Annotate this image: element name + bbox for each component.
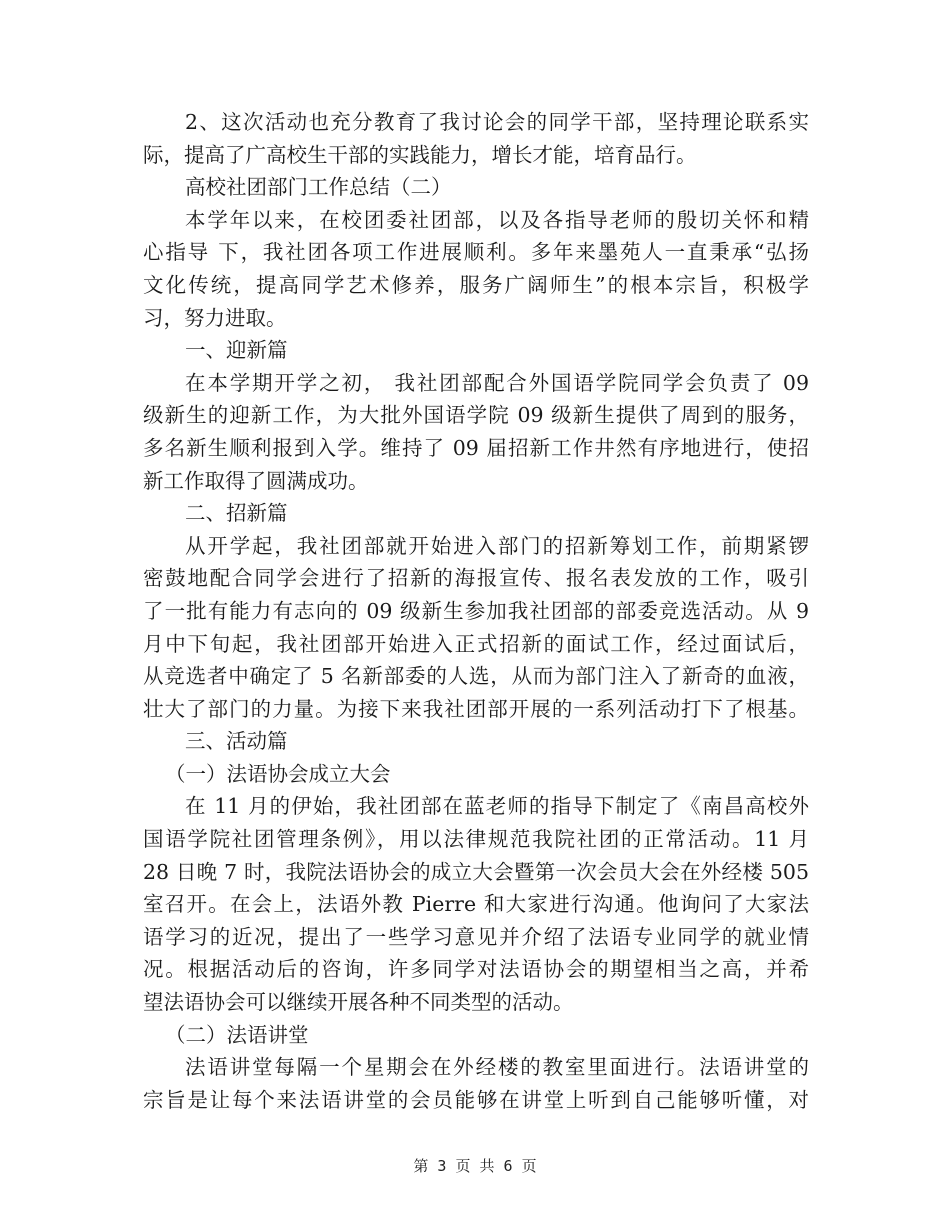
text-line: （一）法语协会成立大会	[165, 761, 391, 786]
text-line: 从竞选者中确定了 5 名新部委的人选，从而为部门注入了新奇的血液，	[143, 664, 809, 689]
text-line: 语学习的近况，提出了一些学习意见并介绍了法语专业同学的就业情	[143, 924, 809, 949]
text-line: 文化传统，提高同学艺术修养，服务广阔师生”的根本宗旨，积极学	[143, 272, 809, 297]
text-line: 从开学起，我社团部就开始进入部门的招新筹划工作，前期紧锣	[185, 533, 809, 558]
text-line: 三、活动篇	[185, 729, 288, 754]
text-line: 壮大了部门的力量。为接下来我社团部开展的一系列活动打下了根基。	[143, 696, 809, 721]
text-line: 28 日晚 7 时，我院法语协会的成立大会暨第一次会员大会在外经楼 505	[143, 859, 809, 884]
text-line: （二）法语讲堂	[165, 1022, 309, 1047]
text-line: 二、招新篇	[185, 501, 288, 526]
text-line: 在本学期开学之初， 我社团部配合外国语学院同学会负责了 09	[185, 370, 809, 395]
text-line: 本学年以来，在校团委社团部，以及各指导老师的殷切关怀和精	[185, 207, 809, 232]
text-line: 室召开。在会上，法语外教 Pierre 和大家进行沟通。他询问了大家法	[143, 892, 809, 917]
text-line: 高校社团部门工作总结（二）	[185, 175, 452, 200]
text-line: 月中下旬起，我社团部开始进入正式招新的面试工作，经过面试后，	[143, 631, 809, 656]
text-line: 际，提高了广高校生干部的实践能力，增长才能，培育品行。	[143, 142, 697, 167]
text-line: 多名新生顺利报到入学。维持了 09 届招新工作井然有序地进行，使招	[143, 435, 809, 460]
text-line: 望法语协会可以继续开展各种不同类型的活动。	[143, 990, 574, 1015]
text-line: 2、这次活动也充分教育了我讨论会的同学干部，坚持理论联系实	[185, 110, 809, 134]
text-line: 级新生的迎新工作，为大批外国语学院 09 级新生提供了周到的服务，	[143, 403, 809, 428]
text-line: 况。根据活动后的咨询，许多同学对法语协会的期望相当之高，并希	[143, 957, 809, 982]
page-footer: 第 3 页 共 6 页	[413, 1157, 537, 1175]
text-line: 法语讲堂每隔一个星期会在外经楼的教室里面进行。法语讲堂的	[185, 1055, 809, 1080]
text-line: 了一批有能力有志向的 09 级新生参加我社团部的部委竞选活动。从 9	[143, 598, 809, 623]
text-line: 心指导 下，我社团各项工作进展顺利。多年来墨苑人一直秉承“弘扬	[143, 240, 809, 265]
text-line: 一、迎新篇	[185, 338, 288, 363]
text-line: 国语学院社团管理条例》，用以法律规范我院社团的正常活动。11 月	[143, 827, 809, 852]
text-line: 新工作取得了圆满成功。	[143, 468, 369, 493]
text-line: 在 11 月的伊始，我社团部在蓝老师的指导下制定了《南昌高校外	[185, 794, 809, 819]
document-body	[143, 106, 809, 1116]
text-line: 宗旨是让每个来法语讲堂的会员能够在讲堂上听到自己能够听懂，对	[143, 1087, 809, 1112]
text-line: 密鼓地配合同学会进行了招新的海报宣传、报名表发放的工作，吸引	[143, 566, 809, 591]
text-line: 习，努力进取。	[143, 305, 287, 330]
